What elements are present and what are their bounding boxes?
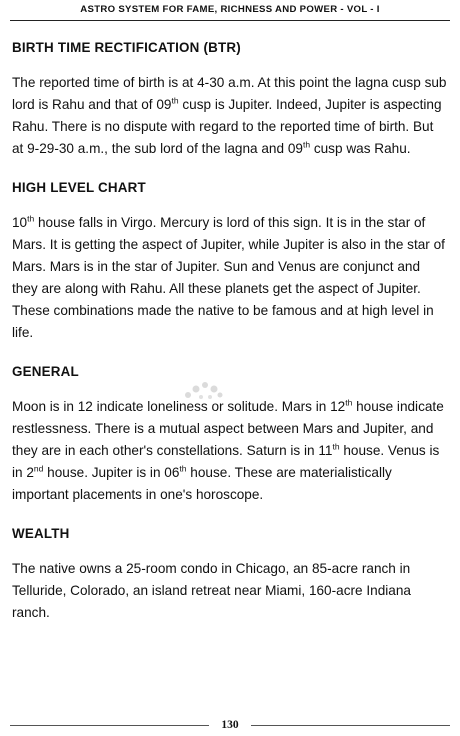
page-footer xyxy=(10,718,450,732)
footer-rule-left xyxy=(10,725,209,726)
footer-rule-right xyxy=(251,725,450,726)
section-heading-btr: BIRTH TIME RECTIFICATION (BTR) xyxy=(12,40,241,55)
section-body-btr: The reported time of birth is at 4-30 a.m. At this point the lagna cusp sub lord is Rahu and that of 09th cusp is Jupiter. Indeed, Jupiter is aspecting Rahu. There is no dispute with regard to the reported time of birth. But at 9-29-30 a.m., the sub lord of the lagna and 09th cusp was Rahu. xyxy=(12,75,447,156)
section-heading-general: GENERAL xyxy=(12,364,79,379)
section-heading-high-level-chart: HIGH LEVEL CHART xyxy=(12,180,146,195)
watermark-logo-icon xyxy=(181,375,225,403)
section-body-high-level-chart: 10th house falls in Virgo. Mercury is lord of this sign. It is in the star of Mars. It is getting the aspect of Jupiter, while Jupiter is also in the star of Mars. Mars is in the star of Jupiter. Sun and Venus are conjunct and they are along with Rahu. All these planets get the aspect of Jupiter. These combinations made the native to be famous and at high level in life. xyxy=(12,213,445,340)
section-body-general: Moon is in 12 indicate loneliness or solitude. Mars in 12th house indicate restlessness. There is a mutual aspect between Mars and Jupiter, and they are in each other's constellations. Saturn is in 11th house. Venus is in 2nd house. Jupiter is in 06th house. These are materialistically important placements in one's horoscope. xyxy=(12,397,444,502)
page-number: 130 xyxy=(221,719,239,731)
section-heading-wealth: WEALTH xyxy=(12,526,70,541)
header-rule xyxy=(10,20,450,21)
running-head: ASTRO SYSTEM FOR FAME, RICHNESS AND POWER - VOL - I xyxy=(80,4,380,15)
section-body-wealth: The native owns a 25-room condo in Chicago, an 85-acre ranch in Telluride, Colorado, an island retreat near Miami, 160-acre Indiana ranch. xyxy=(12,561,411,620)
page-content xyxy=(12,40,448,624)
